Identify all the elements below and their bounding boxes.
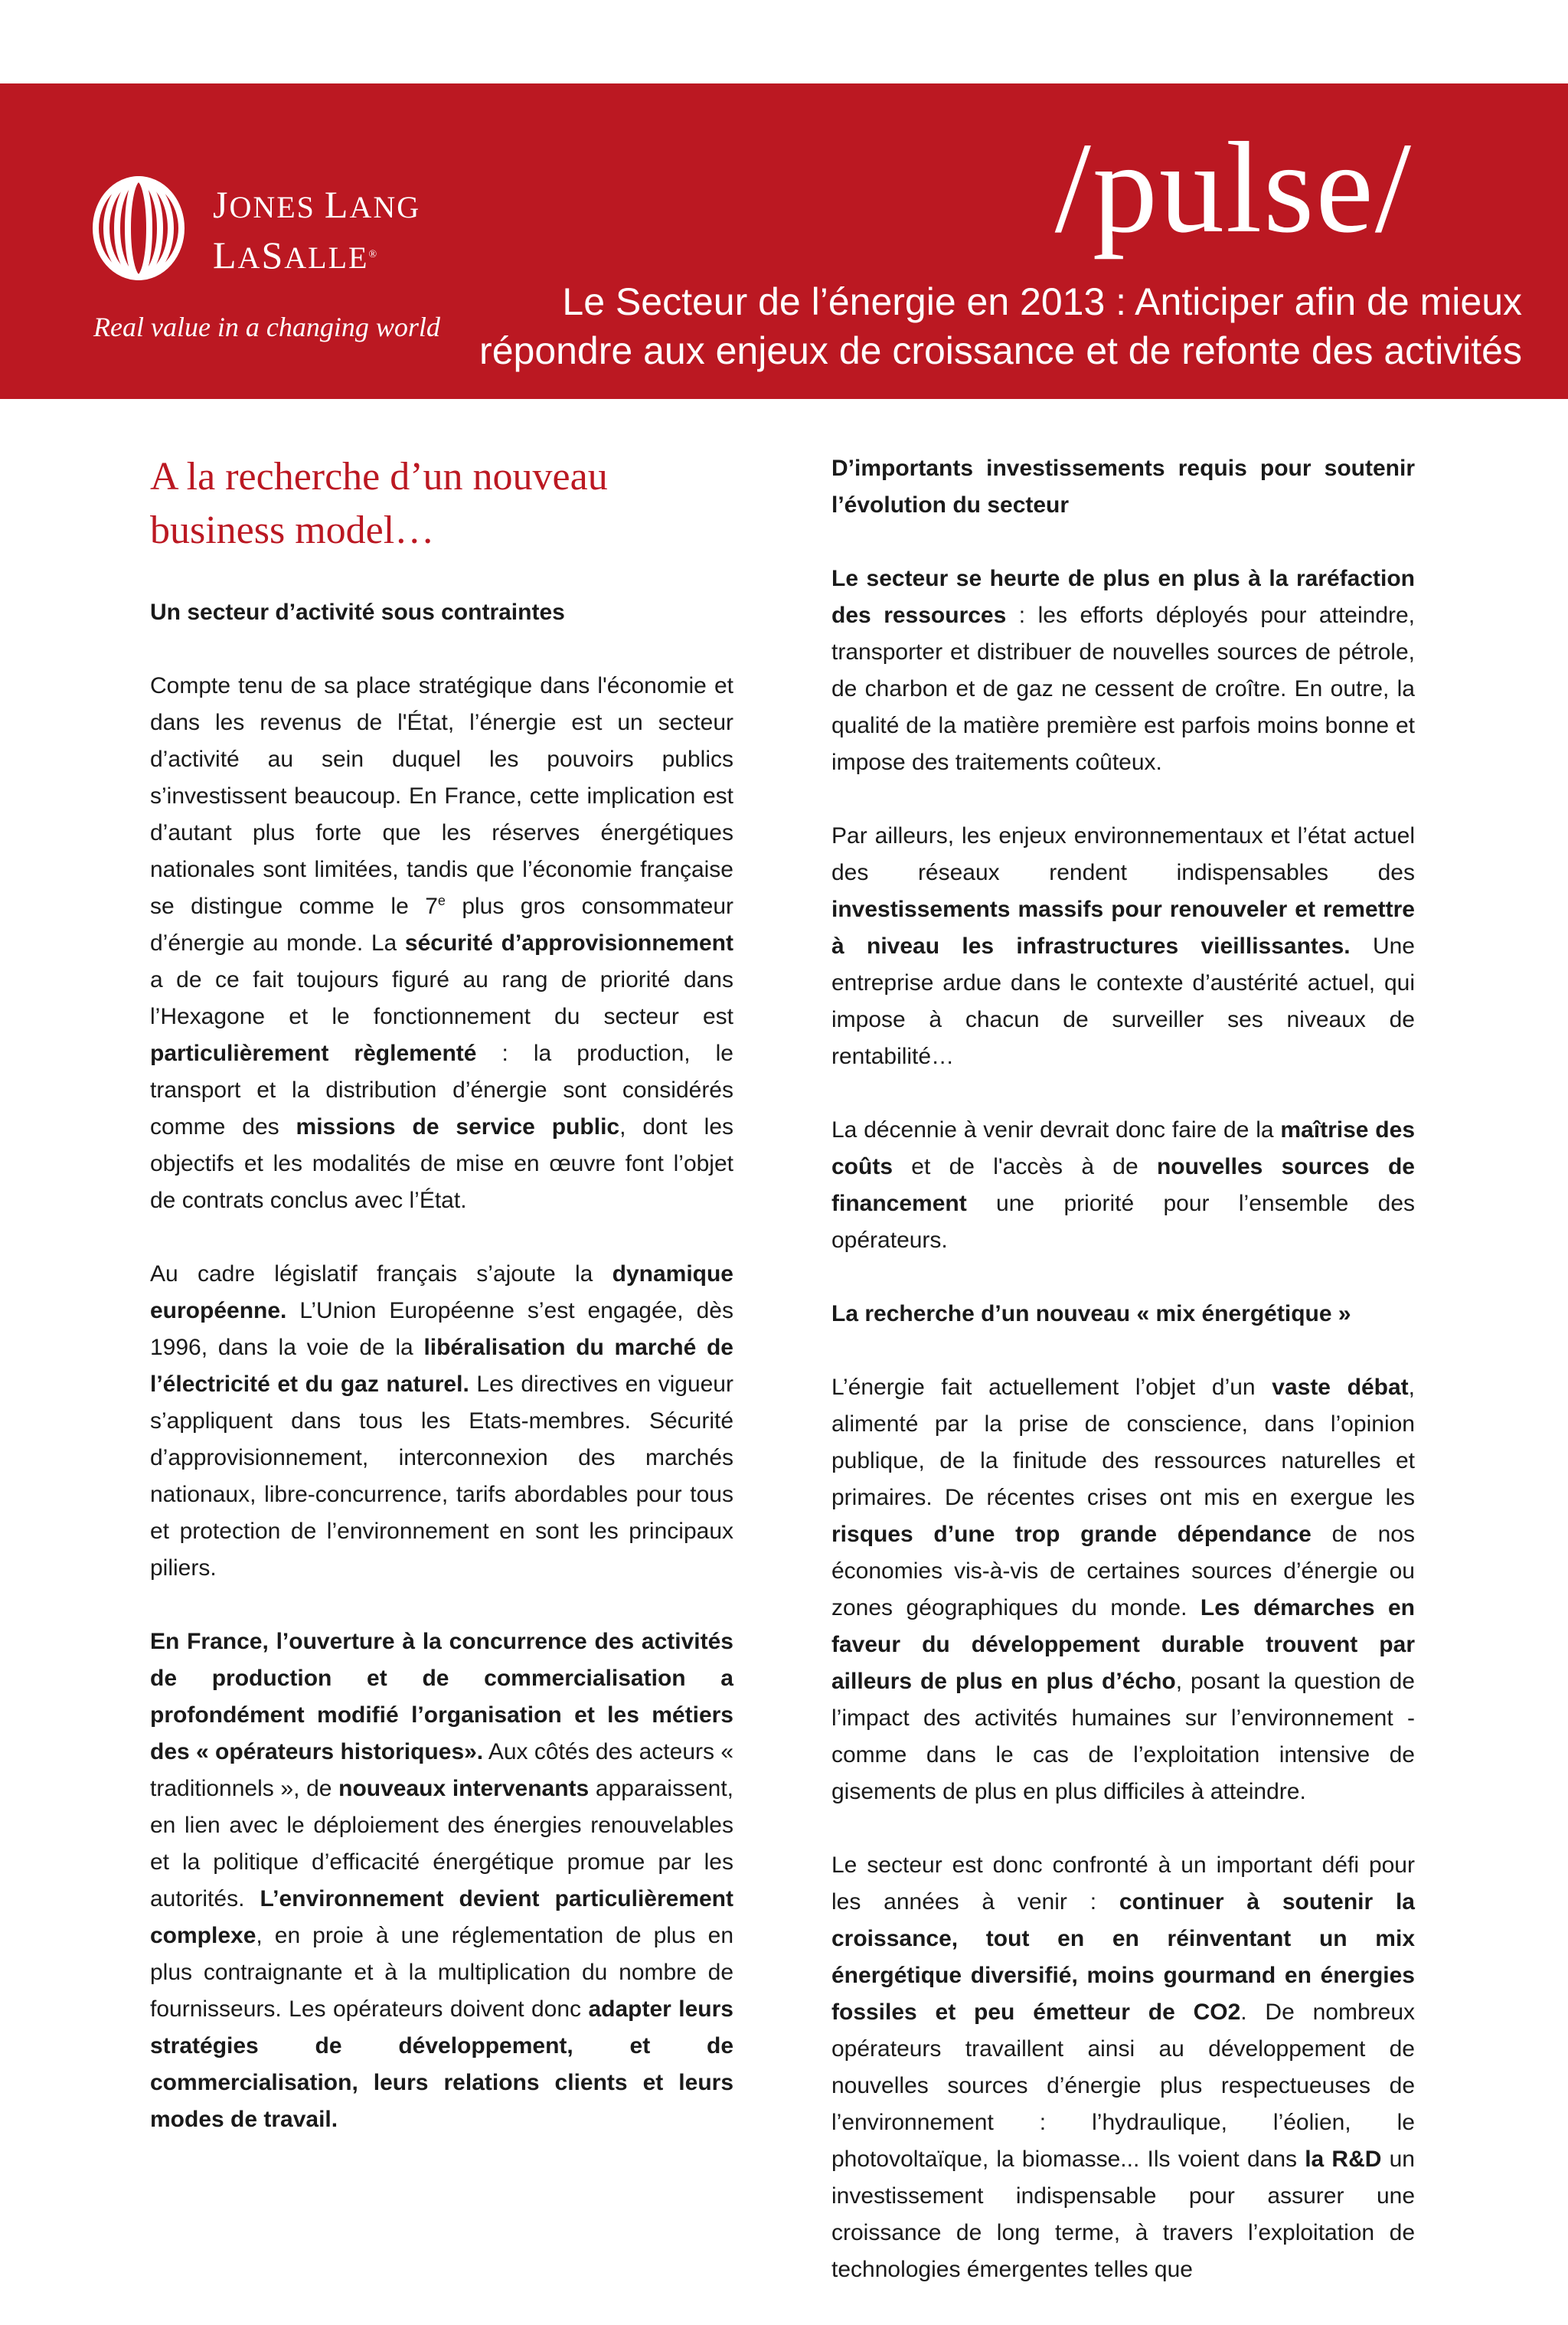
paragraph-costs: La décennie à venir devrait donc faire de la maîtrise des coûts et de l'accès à de nouvelles sources de financement une priorité pour l’ensemble des opérateurs. — [831, 1117, 1416, 1253]
publication-title: /pulse/ — [1054, 116, 1413, 260]
paragraph-european-dynamic: Au cadre législatif français s’ajoute la dynamique européenne. L’Union Européenne s’est engagée, dès 1996, dans la voie de la libéralisation du marché de l’électricité et du gaz naturel. Les directives en vigueur s’appliquent dans tous les Etats-membres. Sécurité d’approvisionnement, interconnexion des marchés nationaux, libre-concurrence, tarifs abordables pour tous et protection de l’environnement en sont les principaux piliers. — [150, 1261, 733, 1581]
subheading-constraints: Un secteur d’activité sous contraintes — [150, 600, 565, 625]
paragraph-infrastructure: Par ailleurs, les enjeux environnementaux et l’état actuel des réseaux rendent indispensables des investissements massifs pour renouveler et remettre à niveau les infrastructures vieillissantes. Une entreprise ardue dans le contexte d’austérité actuel, qui impose à chacun de surveiller ses niveaux de rentabilité… — [831, 823, 1415, 1069]
right-column — [831, 450, 1415, 2325]
subheading-energy-mix: La recherche d’un nouveau « mix énergétique » — [831, 1301, 1351, 1326]
company-logo — [92, 175, 440, 343]
headline-line-1: Le Secteur de l’énergie en 2013 : Anticiper afin de mieux — [562, 280, 1522, 323]
left-column — [150, 450, 733, 2175]
paragraph-competition: En France, l’ouverture à la concurrence des activités de production et de commercialisation a profondément modifié l’organisation et les métiers des « opérateurs historiques». Aux côtés des acteurs « traditionnels », de nouveaux intervenants apparaissent, en lien avec le déploiement des énergies renouvelables et la politique d’efficacité énergétique promue par les autorités. L’environnement devient particulièrement complexe, en proie à une réglementation de plus en plus contraignante et à la multiplication du nombre de fournisseurs. Les opérateurs doivent donc adapter leurs stratégies de développement, et de commercialisation, leurs relations clients et leurs modes de travail. — [150, 1629, 734, 2132]
paragraph-debate: L’énergie fait actuellement l’objet d’un vaste débat, alimenté par la prise de conscience, dans l’opinion publique, de la finitude des ressources naturelles et primaires. De récentes crises ont mis en exergue les risques d’une trop grande dépendance de nos économies vis-à-vis de certaines sources d’énergie ou zones géographiques du monde. Les démarches en faveur du développement durable trouvent par ailleurs de plus en plus d’écho, posant la question de l’impact des activités humaines sur l’environnement - comme dans le cas de l’exploitation intensive de gisements de plus en plus difficiles à atteindre. — [831, 1375, 1416, 1804]
paragraph-context: Compte tenu de sa place stratégique dans l'économie et dans les revenus de l'État, l’énergie est un secteur d’activité au sein duquel les pouvoirs publics s’investissent beaucoup. En France, cette implication est d’autant plus forte que les réserves énergétiques nationales sont limitées, tandis que l’économie française se distingue comme le 7e plus gros consommateur d’énergie au monde. La sécurité d’approvisionnement a de ce fait toujours figuré au rang de priorité dans l’Hexagone et le fonctionnement du secteur est particulièrement règlementé : la production, le transport et la distribution d’énergie sont considérés comme des missions de service public, dont les objectifs et les modalités de mise en œuvre font l’objet de contrats conclus avec l’État. — [150, 673, 734, 1213]
headline-line-2: répondre aux enjeux de croissance et de refonte des activités — [479, 329, 1522, 372]
headline — [450, 277, 1522, 375]
logo-tagline: Real value in a changing world — [93, 312, 440, 342]
paragraph-challenge: Le secteur est donc confronté à un important défi pour les années à venir : continuer à soutenir la croissance, tout en en réinventant un mix énergétique diversifié, moins gourmand en énergies fossiles et peu émetteur de CO2. De nombreux opérateurs travaillent ainsi au développement de nouvelles sources d’énergie plus respectueuses de l’environnement : l’hydraulique, l’éolien, le photovoltaïque, la biomasse... Ils voient dans la R&D un investissement indispensable pour assurer une croissance de long terme, à travers l’exploitation de technologies émergentes telles que — [831, 1852, 1416, 2282]
section-title: A la recherche d’un nouveau business model… — [150, 455, 608, 552]
logo-wordmark: JONES LANG LASALLE® — [213, 183, 421, 276]
subheading-investments: D’importants investissements requis pour soutenir l’évolution du secteur — [831, 456, 1415, 518]
paragraph-resources: Le secteur se heurte de plus en plus à la raréfaction des ressources : les efforts déployés pour atteindre, transporter et distribuer de nouvelles sources de pétrole, de charbon et de gaz ne cessent de croître. En outre, la qualité de la matière première est parfois moins bonne et impose des traitements coûteux. — [831, 566, 1416, 775]
logo-mark-icon — [92, 175, 185, 282]
